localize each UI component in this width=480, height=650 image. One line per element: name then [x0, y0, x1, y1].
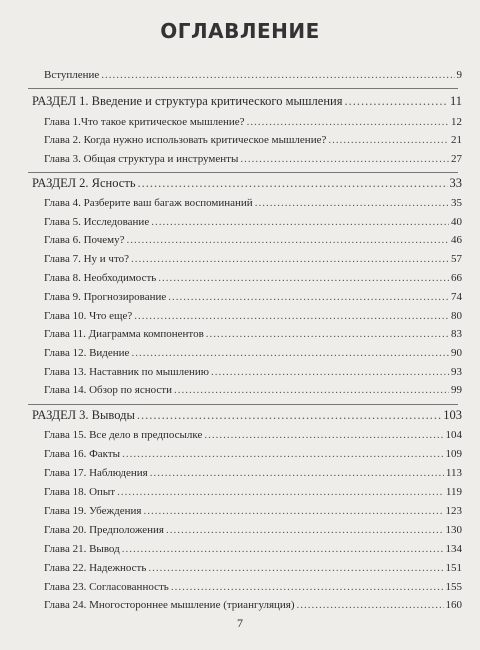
leader-dots: [101, 69, 454, 81]
toc-chapter: [44, 467, 462, 479]
section-divider: [28, 88, 458, 89]
toc-chapter: [44, 116, 462, 128]
toc-chapter: [44, 505, 462, 517]
leader-dots: [240, 153, 449, 165]
toc-chapter: [44, 153, 462, 165]
leader-dots: [211, 366, 449, 378]
toc-chapter: [44, 581, 462, 593]
toc-chapter-label: Глава 16. Факты: [44, 448, 121, 460]
toc-chapter-label: Глава 10. Что еще?: [44, 310, 133, 322]
toc-chapter-page: 74: [451, 291, 462, 303]
toc-chapter: [44, 486, 462, 498]
toc-section-label: РАЗДЕЛ 3. Выводы: [32, 408, 135, 422]
toc-section-label: РАЗДЕЛ 2. Ясность: [32, 176, 136, 190]
toc-chapter-page: 66: [451, 272, 462, 284]
leader-dots: [204, 429, 443, 441]
toc-chapter: [44, 599, 462, 611]
toc-chapter-label: Глава 8. Необходимость: [44, 272, 157, 284]
toc-section-page: 11: [449, 94, 462, 108]
toc-chapter-label: Глава 24. Многостороннее мышление (триангуляция): [44, 599, 295, 611]
toc-chapter: [44, 197, 462, 209]
toc-chapter-label: Глава 21. Вывод: [44, 543, 120, 555]
leader-dots: [158, 272, 449, 284]
toc-chapter: [44, 134, 462, 146]
toc-section-label: РАЗДЕЛ 1. Введение и структура критического мышления: [32, 94, 343, 108]
toc-section-heading: [32, 94, 462, 109]
toc-chapter-page: 93: [451, 366, 462, 378]
leader-dots: [148, 562, 443, 574]
leader-dots: [168, 291, 449, 303]
toc-entry-page: 9: [456, 69, 462, 81]
toc-chapter-page: 35: [451, 197, 462, 209]
leader-dots: [174, 384, 449, 396]
toc-chapter-label: Глава 12. Видение: [44, 347, 130, 359]
toc-chapter: [44, 366, 462, 378]
toc-chapter: [44, 543, 462, 555]
toc-chapter: [44, 347, 462, 359]
leader-dots: [122, 543, 444, 555]
leader-dots: [127, 234, 449, 246]
toc-chapter-label: Глава 7. Ну и что?: [44, 253, 129, 265]
toc-chapter-page: 12: [451, 116, 462, 128]
toc-chapter-label: Глава 13. Наставник по мышлению: [44, 366, 209, 378]
toc-chapter-label: Глава 4. Разберите ваш багаж воспоминаний: [44, 197, 253, 209]
toc-chapter-label: Глава 2. Когда нужно использовать критическое мышление?: [44, 134, 327, 146]
toc-chapter: [44, 253, 462, 265]
page-title: ОГЛАВЛЕНИЕ: [160, 19, 320, 43]
toc-chapter-label: Глава 19. Убеждения: [44, 505, 142, 517]
toc-chapter: [44, 291, 462, 303]
leader-dots: [143, 505, 443, 517]
toc-chapter-label: Глава 20. Предположения: [44, 524, 164, 536]
toc-chapter-page: 123: [445, 505, 462, 517]
toc-chapter: [44, 384, 462, 396]
page-number: 7: [237, 616, 243, 630]
toc-chapter-page: 90: [451, 347, 462, 359]
toc-chapter: [44, 310, 462, 322]
toc-chapter: [44, 448, 462, 460]
toc-chapter-page: 46: [451, 234, 462, 246]
toc-chapter-page: 27: [451, 153, 462, 165]
leader-dots: [344, 94, 447, 109]
toc-chapter-label: Глава 6. Почему?: [44, 234, 125, 246]
toc-chapter-page: 80: [451, 310, 462, 322]
toc-section-page: 33: [449, 176, 462, 190]
toc-chapter-page: 151: [445, 562, 462, 574]
toc-chapter-label: Глава 3. Общая структура и инструменты: [44, 153, 239, 165]
toc-chapter-label: Глава 11. Диаграмма компонентов: [44, 328, 204, 340]
toc-chapter-page: 113: [445, 467, 462, 479]
leader-dots: [134, 310, 449, 322]
leader-dots: [247, 116, 449, 128]
toc-section-heading: [32, 408, 462, 423]
toc-chapter: [44, 524, 462, 536]
leader-dots: [131, 253, 449, 265]
toc-chapter-page: 40: [451, 216, 462, 228]
toc-chapter-label: Глава 17. Наблюдения: [44, 467, 148, 479]
toc-chapter: [44, 429, 462, 441]
toc-entry-intro: [44, 69, 462, 81]
leader-dots: [297, 599, 444, 611]
toc-chapter-page: 130: [445, 524, 462, 536]
toc-chapter-label: Глава 18. Опыт: [44, 486, 116, 498]
leader-dots: [137, 408, 441, 423]
leader-dots: [138, 176, 448, 191]
leader-dots: [122, 448, 443, 460]
toc-chapter-page: 160: [445, 599, 462, 611]
toc-chapter: [44, 216, 462, 228]
toc-entry-label: Вступление: [44, 69, 100, 81]
toc-chapter-page: 119: [445, 486, 462, 498]
toc-chapter-page: 155: [445, 581, 462, 593]
toc-chapter-label: Глава 23. Согласованность: [44, 581, 169, 593]
leader-dots: [171, 581, 444, 593]
toc-section-heading: [32, 176, 462, 191]
leader-dots: [206, 328, 449, 340]
toc-chapter-label: Глава 1.Что такое критическое мышление?: [44, 116, 245, 128]
leader-dots: [150, 467, 444, 479]
leader-dots: [151, 216, 449, 228]
toc-chapter-page: 99: [451, 384, 462, 396]
leader-dots: [117, 486, 444, 498]
toc-chapter-label: Глава 14. Обзор по ясности: [44, 384, 172, 396]
toc-chapter-label: Глава 9. Прогнозирование: [44, 291, 167, 303]
toc-chapter-page: 21: [451, 134, 462, 146]
leader-dots: [166, 524, 444, 536]
toc-chapter: [44, 272, 462, 284]
section-divider: [28, 172, 458, 173]
toc-chapter: [44, 234, 462, 246]
toc-chapter-page: 104: [445, 429, 462, 441]
toc-chapter-label: Глава 5. Исследование: [44, 216, 150, 228]
leader-dots: [255, 197, 449, 209]
section-divider: [28, 404, 458, 405]
toc-chapter-page: 83: [451, 328, 462, 340]
leader-dots: [131, 347, 449, 359]
toc-chapter-label: Глава 15. Все дело в предпосылке: [44, 429, 203, 441]
toc-chapter: [44, 328, 462, 340]
toc-chapter-page: 134: [445, 543, 462, 555]
toc-chapter: [44, 562, 462, 574]
toc-section-page: 103: [443, 408, 462, 422]
toc-chapter-page: 57: [451, 253, 462, 265]
leader-dots: [328, 134, 449, 146]
toc-chapter-page: 109: [445, 448, 462, 460]
toc-chapter-label: Глава 22. Надежность: [44, 562, 147, 574]
